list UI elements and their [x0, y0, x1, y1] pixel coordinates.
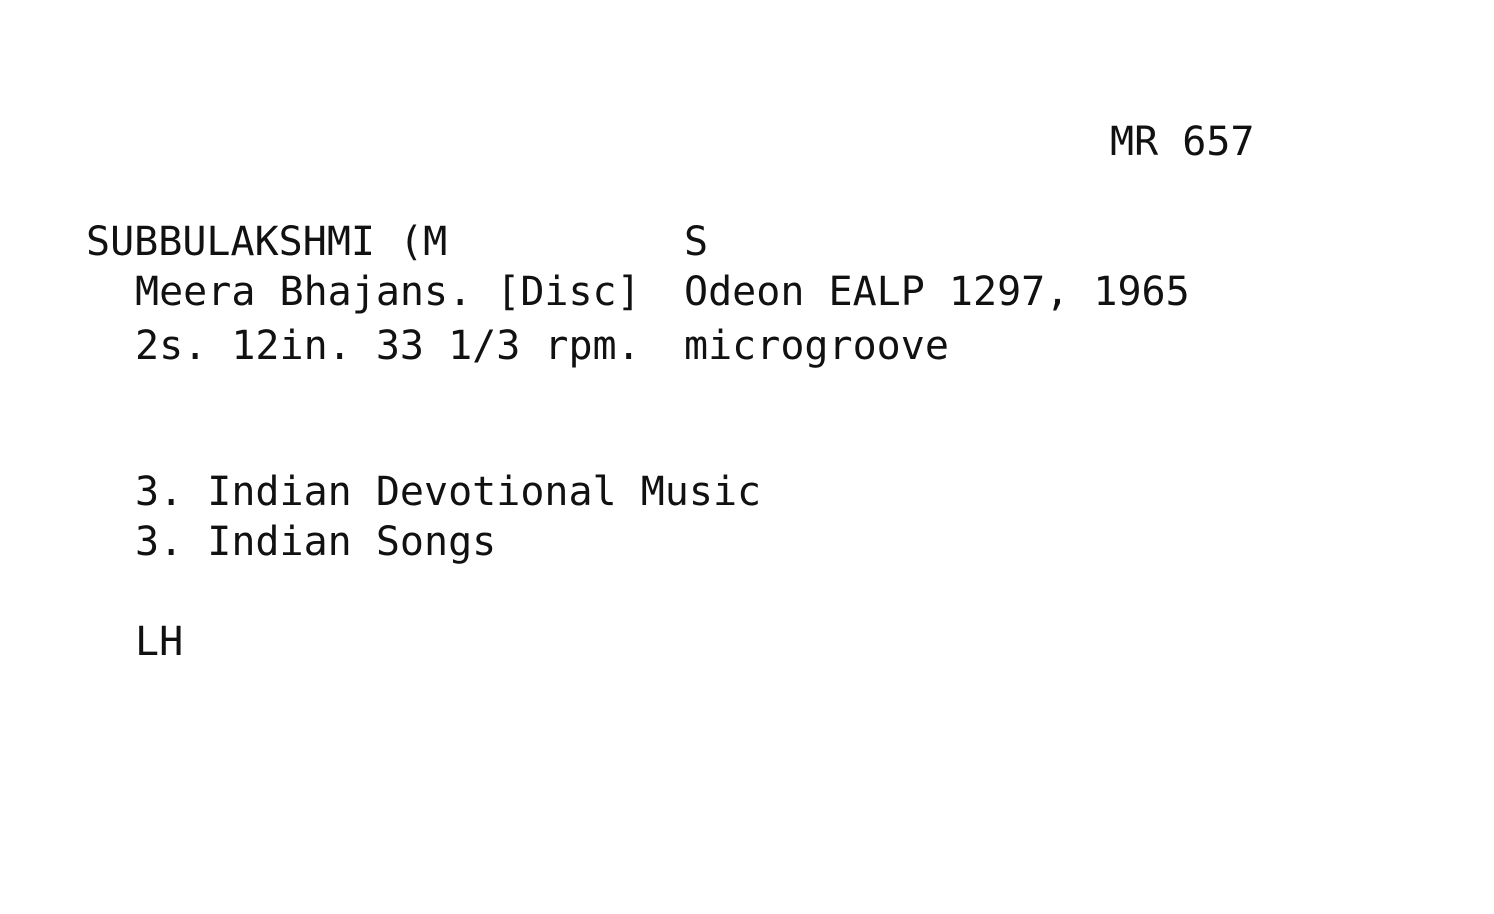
main-heading: SUBBULAKSHMI (M [86, 219, 448, 265]
subject-heading: 3. Indian Songs [135, 519, 497, 565]
medium-note: microgroove [684, 323, 949, 369]
call-number: MR 657 [1110, 119, 1255, 165]
subject-heading: 3. Indian Devotional Music [135, 469, 762, 515]
physical-description: 2s. 12in. 33 1/3 rpm. [135, 323, 641, 369]
title-statement: Meera Bhajans. [Disc] [135, 269, 641, 315]
main-heading-suffix: S [684, 219, 709, 265]
publisher-statement: Odeon EALP 1297, 1965 [684, 269, 1190, 315]
cataloger-initials: LH [135, 619, 184, 665]
